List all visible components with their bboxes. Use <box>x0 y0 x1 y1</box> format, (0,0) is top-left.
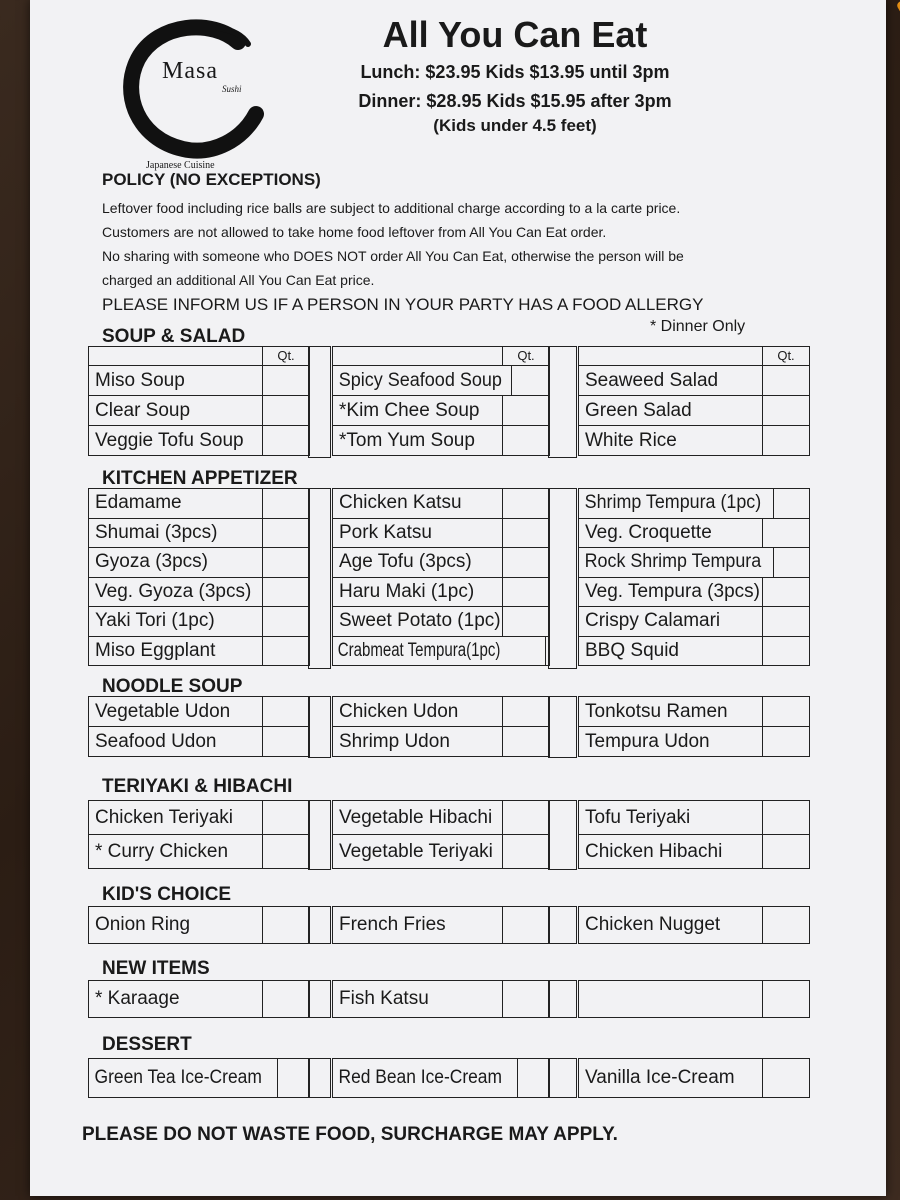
menu-item-row <box>579 726 809 756</box>
menu-item-row <box>579 547 809 577</box>
menu-item-name: BBQ Squid <box>585 639 679 661</box>
menu-item-row <box>89 606 309 636</box>
menu-item-name: Vanilla Ice-Cream <box>585 1067 735 1088</box>
column-divider-box <box>308 696 331 758</box>
menu-item-row <box>333 801 549 834</box>
quantity-box[interactable] <box>773 489 809 518</box>
section-title: TERIYAKI & HIBACHI <box>102 776 293 797</box>
quantity-box[interactable] <box>262 489 309 518</box>
allergy-notice: PLEASE INFORM US IF A PERSON IN YOUR PARTY HAS A FOOD ALLERGY <box>102 295 704 314</box>
menu-column <box>332 696 550 757</box>
menu-item-name: Tonkotsu Ramen <box>585 701 728 722</box>
quantity-box[interactable] <box>502 835 549 868</box>
policy-block <box>102 170 802 316</box>
page-title: All You Can Eat <box>382 14 648 55</box>
menu-item-row <box>333 834 549 868</box>
menu-column <box>578 800 810 869</box>
section-title: NOODLE SOUP <box>102 676 243 697</box>
menu-item-row <box>89 547 309 577</box>
menu-column <box>88 488 310 666</box>
qt-header: Qt. <box>762 347 809 365</box>
menu-item-name: Shrimp Tempura (1pc) <box>584 492 762 513</box>
quantity-box[interactable] <box>262 801 309 834</box>
quantity-box[interactable] <box>262 366 309 395</box>
menu-item-row <box>333 636 549 666</box>
column-divider-box <box>548 980 577 1018</box>
qt-header-spacer <box>579 347 762 365</box>
policy-line: No sharing with someone who DOES NOT order All You Can Eat, otherwise the person will be <box>102 248 684 264</box>
quantity-box[interactable] <box>502 697 549 726</box>
quantity-box[interactable] <box>502 426 549 455</box>
dinner-price: Dinner: $28.95 Kids $15.95 after 3pm <box>358 91 672 111</box>
menu-item-name: Veg. Tempura (3pcs) <box>585 580 760 602</box>
menu-item-row <box>579 697 809 726</box>
qt-header: Qt. <box>262 347 309 365</box>
quantity-box[interactable] <box>762 396 809 425</box>
brush-circle-icon <box>118 14 268 164</box>
column-divider-box <box>308 346 331 458</box>
menu-item-row <box>89 577 309 607</box>
menu-column <box>578 906 810 944</box>
menu-item-row <box>579 981 809 1017</box>
column-divider-box <box>308 980 331 1018</box>
quantity-box[interactable] <box>262 426 309 455</box>
menu-item-name: Crabmeat Tempura(1pc) <box>337 639 501 661</box>
section-title: NEW ITEMS <box>102 958 210 979</box>
menu-item-row <box>333 697 549 726</box>
section-title: SOUP & SALAD <box>102 326 246 347</box>
logo-cuisine: Japanese Cuisine <box>146 160 215 171</box>
logo-name: Masa <box>162 58 218 84</box>
menu-column <box>578 488 810 666</box>
quantity-box[interactable] <box>762 835 809 868</box>
menu-item-row <box>333 489 549 518</box>
quantity-box[interactable] <box>762 426 809 455</box>
quantity-box[interactable] <box>502 801 549 834</box>
menu-column <box>578 696 810 757</box>
menu-item-row <box>89 489 309 518</box>
quantity-box[interactable] <box>262 907 309 943</box>
menu-item-name: *Tom Yum Soup <box>339 430 475 451</box>
menu-item-name: Vegetable Teriyaki <box>339 841 493 862</box>
menu-item-name: Chicken Teriyaki <box>95 807 233 828</box>
qt-header-spacer <box>333 347 502 365</box>
menu-item-name: Edamame <box>95 492 182 513</box>
quantity-box[interactable] <box>762 366 809 395</box>
menu-column <box>88 1058 310 1098</box>
quantity-box[interactable] <box>762 519 809 548</box>
menu-item-name: Veg. Croquette <box>585 521 712 543</box>
menu-item-name: Vegetable Udon <box>95 701 231 722</box>
menu-item-row <box>89 801 309 834</box>
qt-header-spacer <box>89 347 262 365</box>
column-divider-box <box>548 696 577 758</box>
quantity-box[interactable] <box>502 907 549 943</box>
menu-item-name: Chicken Hibachi <box>585 841 723 862</box>
column-divider-box <box>548 346 577 458</box>
quantity-box[interactable] <box>762 1059 809 1097</box>
menu-item-name: French Fries <box>339 914 446 935</box>
menu-column <box>332 906 550 944</box>
menu-item-name: Haru Maki (1pc) <box>339 580 475 602</box>
menu-item-row <box>579 834 809 868</box>
column-divider-box <box>308 1058 331 1098</box>
quantity-box[interactable] <box>762 578 809 607</box>
menu-column <box>88 696 310 757</box>
quantity-box[interactable] <box>762 607 809 636</box>
menu-item-row <box>333 981 549 1017</box>
policy-line: Leftover food including rice balls are subject to additional charge according to a la carte price. <box>102 200 681 216</box>
quantity-box[interactable] <box>262 578 309 607</box>
menu-column <box>332 980 550 1018</box>
quantity-box[interactable] <box>277 1059 309 1097</box>
menu-column <box>332 800 550 869</box>
menu-column <box>88 346 310 456</box>
menu-column <box>578 346 810 456</box>
quantity-box[interactable] <box>762 697 809 726</box>
quantity-box[interactable] <box>262 835 309 868</box>
menu-item-row <box>579 518 809 548</box>
menu-item-name: Seafood Udon <box>95 731 217 752</box>
menu-item-name: Chicken Katsu <box>339 492 462 513</box>
quantity-box[interactable] <box>762 981 809 1017</box>
menu-sheet <box>30 0 886 1196</box>
column-divider-box <box>548 488 577 669</box>
menu-item-row <box>333 547 549 577</box>
menu-item-row <box>579 395 809 425</box>
menu-item-name: Veg. Gyoza (3pcs) <box>95 580 252 602</box>
column-divider-box <box>308 488 331 669</box>
quantity-box[interactable] <box>502 607 549 636</box>
menu-item-row <box>333 518 549 548</box>
menu-item-row <box>89 1059 309 1097</box>
menu-item-name: Veggie Tofu Soup <box>95 430 244 451</box>
policy-line: charged an additional All You Can Eat price. <box>102 272 375 288</box>
policy-line: Customers are not allowed to take home food leftover from All You Can Eat order. <box>102 224 607 240</box>
column-divider-box <box>548 1058 577 1098</box>
menu-column <box>88 980 310 1018</box>
menu-item-name: Age Tofu (3pcs) <box>339 551 472 572</box>
menu-item-name: Sweet Potato (1pc) <box>339 610 501 631</box>
menu-item-row <box>89 834 309 868</box>
quantity-box[interactable] <box>502 396 549 425</box>
column-divider-box <box>308 906 331 944</box>
menu-item-row <box>579 1059 809 1097</box>
quantity-box[interactable] <box>762 801 809 834</box>
quantity-box[interactable] <box>262 727 309 756</box>
menu-item-name: Crispy Calamari <box>585 610 721 631</box>
menu-item-row <box>579 577 809 607</box>
footer-notice: PLEASE DO NOT WASTE FOOD, SURCHARGE MAY APPLY. <box>82 1124 618 1145</box>
quantity-box[interactable] <box>262 697 309 726</box>
menu-item-name: White Rice <box>585 430 677 451</box>
menu-column <box>578 980 810 1018</box>
quantity-box[interactable] <box>762 727 809 756</box>
menu-item-name: *Kim Chee Soup <box>339 400 480 421</box>
menu-item-row <box>333 365 549 395</box>
menu-item-row <box>579 606 809 636</box>
menu-column <box>88 906 310 944</box>
menu-column <box>88 800 310 869</box>
quantity-box[interactable] <box>762 637 809 666</box>
menu-item-row <box>333 425 549 455</box>
menu-item-name: Tofu Teriyaki <box>585 807 691 828</box>
menu-item-name: Yaki Tori (1pc) <box>95 610 215 631</box>
menu-item-row <box>89 365 309 395</box>
menu-item-name: * Karaage <box>95 988 180 1009</box>
restaurant-logo <box>118 14 268 171</box>
menu-item-row <box>89 636 309 666</box>
quantity-box[interactable] <box>502 489 549 518</box>
quantity-box[interactable] <box>511 366 549 395</box>
quantity-box[interactable] <box>502 548 549 577</box>
menu-item-name: Vegetable Hibachi <box>339 807 493 828</box>
menu-item-name: Miso Soup <box>95 370 185 391</box>
quantity-box[interactable] <box>502 578 549 607</box>
menu-item-row <box>579 425 809 455</box>
section-title: KITCHEN APPETIZER <box>102 468 298 489</box>
menu-item-name: Shrimp Udon <box>339 731 450 752</box>
column-divider-box <box>308 800 331 870</box>
quantity-box[interactable] <box>262 607 309 636</box>
menu-item-name: Miso Eggplant <box>95 639 216 661</box>
quantity-box[interactable] <box>502 981 549 1017</box>
menu-item-name: Chicken Nugget <box>585 914 721 935</box>
quantity-box[interactable] <box>762 907 809 943</box>
column-divider-box <box>548 800 577 870</box>
header <box>300 14 730 136</box>
menu-item-row <box>579 365 809 395</box>
quantity-box[interactable] <box>773 548 809 577</box>
menu-item-row <box>89 907 309 943</box>
menu-item-name: * Curry Chicken <box>95 841 229 862</box>
menu-column <box>332 1058 550 1098</box>
menu-item-name: Green Salad <box>585 400 692 421</box>
menu-item-name: Onion Ring <box>95 914 191 935</box>
menu-item-row <box>89 518 309 548</box>
kids-note: (Kids under 4.5 feet) <box>433 116 597 135</box>
menu-item-row <box>579 801 809 834</box>
menu-item-name: Chicken Udon <box>339 701 459 722</box>
lunch-price: Lunch: $23.95 Kids $13.95 until 3pm <box>360 62 670 82</box>
menu-column <box>578 1058 810 1098</box>
menu-item-row <box>333 577 549 607</box>
menu-item-row <box>89 395 309 425</box>
quantity-box[interactable] <box>262 981 309 1017</box>
menu-item-name: Seaweed Salad <box>585 370 719 391</box>
menu-item-row <box>89 697 309 726</box>
menu-item-name: Rock Shrimp Tempura <box>584 551 762 572</box>
menu-item-row <box>89 425 309 455</box>
quantity-box[interactable] <box>262 637 309 666</box>
section-title: DESSERT <box>102 1034 192 1055</box>
menu-item-row <box>333 907 549 943</box>
menu-item-name: Gyoza (3pcs) <box>95 551 208 572</box>
menu-item-row <box>89 726 309 756</box>
dinner-only-note: * Dinner Only <box>650 318 746 335</box>
menu-item-row <box>333 1059 549 1097</box>
menu-item-name <box>579 981 762 1017</box>
menu-item-name: Fish Katsu <box>339 988 429 1009</box>
quantity-box[interactable] <box>262 396 309 425</box>
menu-item-name: Tempura Udon <box>585 731 710 752</box>
menu-item-name: Shumai (3pcs) <box>95 521 218 543</box>
menu-item-name: Green Tea Ice-Cream <box>94 1067 262 1088</box>
qt-header: Qt. <box>502 347 549 365</box>
quantity-box[interactable] <box>262 519 309 548</box>
menu-item-row <box>333 395 549 425</box>
quantity-box[interactable] <box>502 519 549 548</box>
policy-heading: POLICY (NO EXCEPTIONS) <box>102 170 321 189</box>
menu-item-row <box>89 981 309 1017</box>
menu-item-row <box>579 907 809 943</box>
quantity-box[interactable] <box>502 727 549 756</box>
menu-item-name: Red Bean Ice-Cream <box>338 1067 502 1088</box>
menu-column <box>332 346 550 456</box>
menu-item-row <box>333 606 549 636</box>
menu-item-row <box>333 726 549 756</box>
section-title: KID'S CHOICE <box>102 884 232 905</box>
logo-sub: Sushi <box>222 84 242 94</box>
menu-item-name: Pork Katsu <box>339 521 432 543</box>
menu-item-row <box>579 489 809 518</box>
menu-item-row <box>579 636 809 666</box>
menu-item-name: Clear Soup <box>95 400 191 421</box>
pencil <box>896 0 900 151</box>
column-divider-box <box>548 906 577 944</box>
quantity-box[interactable] <box>517 1059 549 1097</box>
menu-column <box>332 488 550 666</box>
quantity-box[interactable] <box>262 548 309 577</box>
menu-item-name: Spicy Seafood Soup <box>338 370 502 391</box>
